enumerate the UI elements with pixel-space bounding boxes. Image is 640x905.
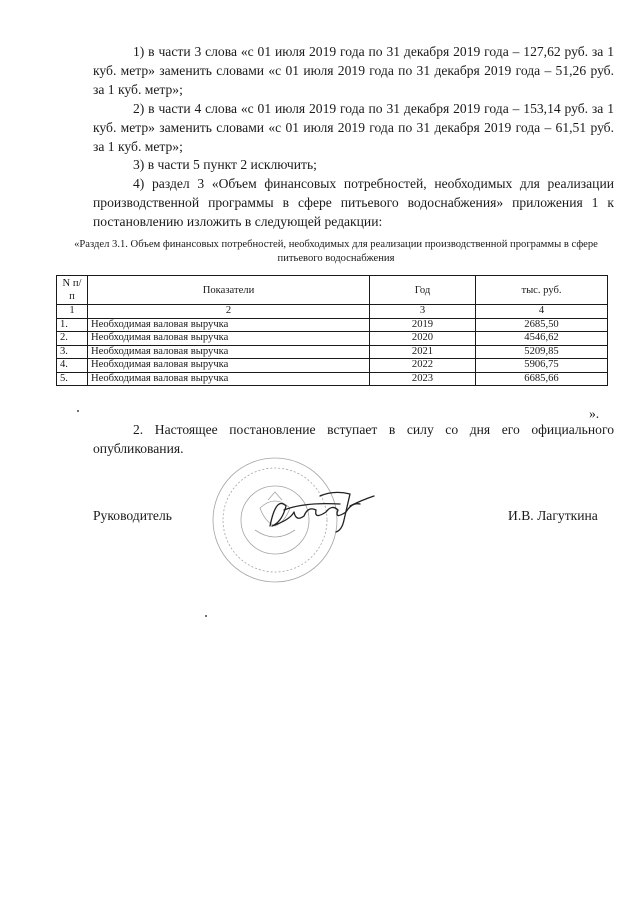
amendment-item-1: 1) в части 3 слова «с 01 июля 2019 года по 31 декабря 2019 года – 127,62 руб. за 1 куб. метр» заменить словами «с 01 июля 2019 года по 31 декабря 2019 года – 51,26 руб. за 1 куб. метр»; bbox=[93, 44, 614, 97]
header-num: N п/п bbox=[57, 276, 88, 305]
row-indicator: Необходимая валовая выручка bbox=[88, 359, 370, 373]
official-stamp-and-signature bbox=[200, 448, 390, 598]
row-indicator: Необходимая валовая выручка bbox=[88, 318, 370, 332]
table-row bbox=[57, 332, 608, 346]
row-num: 1. bbox=[57, 318, 88, 332]
scan-speck bbox=[77, 410, 79, 412]
amendment-item-4: 4) раздел 3 «Объем финансовых потребностей, необходимых для реализации производственной программы в сфере питьевого водоснабжения» приложения 1 к постановлению изложить в следующей редакции: bbox=[93, 176, 614, 230]
row-indicator: Необходимая валовая выручка bbox=[88, 332, 370, 346]
scan-speck bbox=[205, 615, 207, 617]
signatory-title: Руководитель bbox=[93, 508, 172, 523]
column-number: 4 bbox=[476, 305, 608, 319]
amendments-list bbox=[93, 43, 614, 232]
row-indicator: Необходимая валовая выручка bbox=[88, 372, 370, 386]
row-num: 3. bbox=[57, 345, 88, 359]
amendment-item-3: 3) в части 5 пункт 2 исключить; bbox=[133, 157, 317, 173]
table-row bbox=[57, 345, 608, 359]
row-year: 2023 bbox=[370, 372, 476, 386]
table-row bbox=[57, 372, 608, 386]
header-value: тыс. руб. bbox=[476, 276, 608, 305]
header-indicator: Показатели bbox=[88, 276, 370, 305]
row-year: 2021 bbox=[370, 345, 476, 359]
row-year: 2019 bbox=[370, 318, 476, 332]
row-indicator: Необходимая валовая выручка bbox=[88, 345, 370, 359]
row-value: 2685,50 bbox=[476, 318, 608, 332]
amendment-item-2: 2) в части 4 слова «с 01 июля 2019 года по 31 декабря 2019 года – 153,14 руб. за 1 куб. метр» заменить словами «с 01 июля 2019 года по 31 декабря 2019 года – 61,51 руб. за 1 куб. метр»; bbox=[93, 100, 614, 154]
row-num: 4. bbox=[57, 359, 88, 373]
column-number: 1 bbox=[57, 305, 88, 319]
header-year: Год bbox=[370, 276, 476, 305]
row-year: 2020 bbox=[370, 332, 476, 346]
table-column-number-row bbox=[57, 305, 608, 319]
row-num: 5. bbox=[57, 372, 88, 386]
column-number: 2 bbox=[88, 305, 370, 319]
table-row bbox=[57, 318, 608, 332]
financial-needs-table bbox=[56, 275, 608, 386]
row-value: 5906,75 bbox=[476, 359, 608, 373]
row-year: 2022 bbox=[370, 359, 476, 373]
table-caption: «Раздел 3.1. Объем финансовых потребностей, необходимых для реализации производственной программы в сфере питьевого водоснабжения bbox=[74, 239, 598, 264]
row-value: 4546,62 bbox=[476, 332, 608, 346]
row-value: 6685,66 bbox=[476, 372, 608, 386]
table-header-row bbox=[57, 276, 608, 305]
column-number: 3 bbox=[370, 305, 476, 319]
row-value: 5209,85 bbox=[476, 345, 608, 359]
row-num: 2. bbox=[57, 332, 88, 346]
paragraph-2-text: 2. Настоящее постановление вступает в силу со дня его официального опубликования. bbox=[93, 422, 614, 456]
signatory-name: И.В. Лагуткина bbox=[508, 508, 598, 523]
table-row bbox=[57, 359, 608, 373]
closing-quote: ». bbox=[589, 406, 600, 421]
